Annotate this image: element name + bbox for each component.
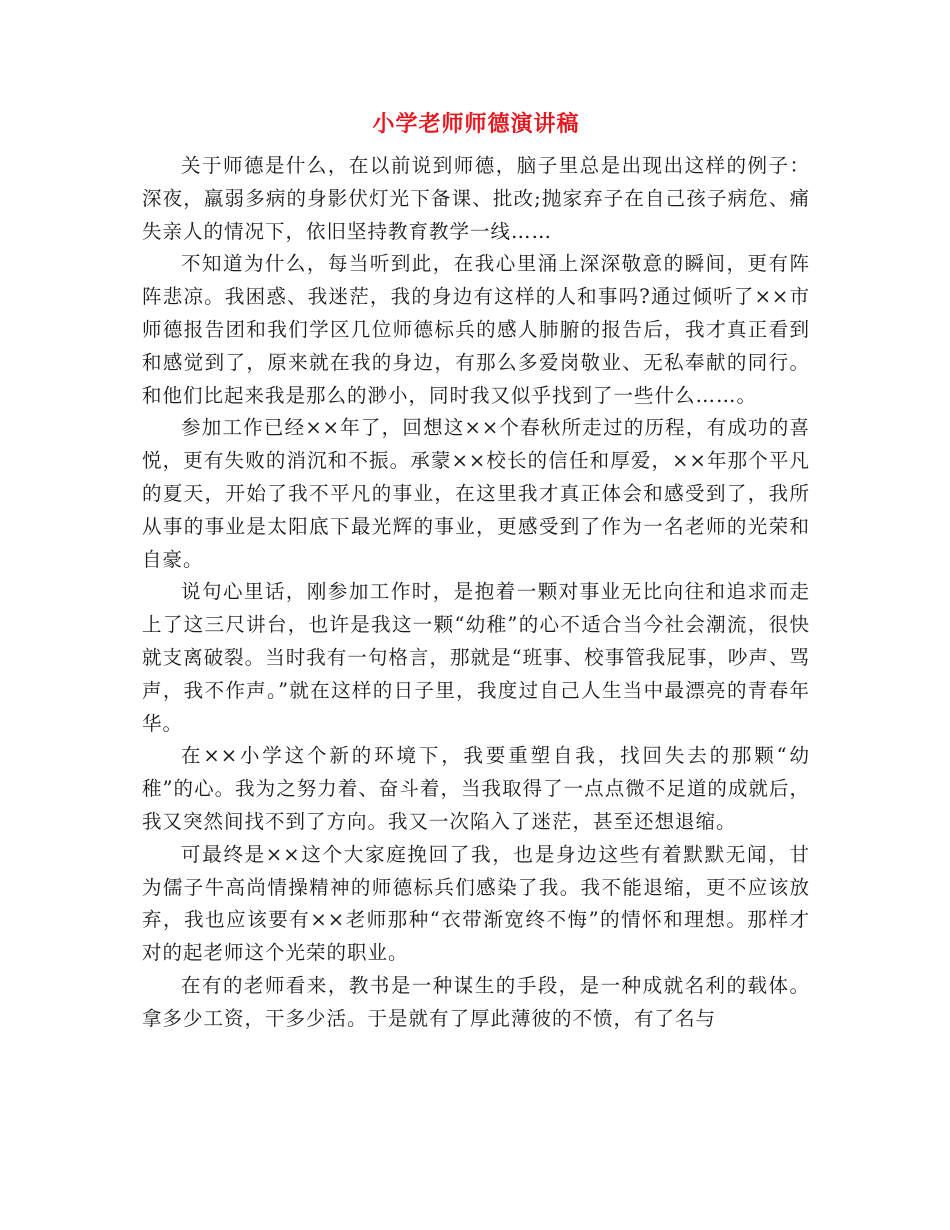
paragraph-1: 关于师德是什么，在以前说到师德，脑子里总是出现出这样的例子：深夜，羸弱多病的身影伏灯光下备课、批改;抛家弃子在自己孩子病危、痛失亲人的情况下，依旧坚持教育教学一线…… [142, 154, 810, 243]
paragraph-7: 在有的老师看来，教书是一种谋生的手段，是一种成就名利的载体。拿多少工资，干多少活。于是就有了厚此薄彼的不愤，有了名与 [142, 973, 810, 1030]
document-title: 小学老师师德演讲稿 [372, 111, 580, 137]
paragraph-6: 可最终是××这个大家庭挽回了我，也是身边这些有着默默无闻，甘为儒子牛高尚情操精神的师德标兵们感染了我。我不能退缩，更不应该放弃，我也应该要有××老师那种“衣带渐宽终不悔”的情怀和理想。那样才对的起老师这个光荣的职业。 [142, 842, 810, 965]
paragraph-2: 不知道为什么，每当听到此，在我心里涌上深深敬意的瞬间，更有阵阵悲凉。我困惑、我迷茫，我的身边有这样的人和事吗?通过倾听了××市师德报告团和我们学区几位师德标兵的感人肺腑的报告后，我才真正看到和感觉到了，原来就在我的身边，有那么多爱岗敬业、无私奉献的同行。和他们比起来我是那么的渺小，同时我又似乎找到了一些什么……。 [142, 252, 810, 407]
paragraph-5: 在××小学这个新的环境下，我要重塑自我，找回失去的那颗“幼稚”的心。我为之努力着、奋斗着，当我取得了一点点微不足道的成就后，我又突然间找不到了方向。我又一次陷入了迷茫，甚至还想退缩。 [142, 744, 810, 833]
document-page [142, 104, 810, 1036]
paragraph-4: 说句心里话，刚参加工作时，是抱着一颗对事业无比向往和追求而走上了这三尺讲台，也许是我这一颗“幼稚”的心不适合当今社会潮流，很快就支离破裂。当时我有一句格言，那就是“班事、校事管我屁事，吵声、骂声，我不作声。”就在这样的日子里，我度过自己人生当中最漂亮的青春年华。 [142, 580, 810, 735]
paragraph-3: 参加工作已经××年了，回想这××个春秋所走过的历程，有成功的喜悦，更有失败的消沉和不振。承蒙××校长的信任和厚爱，××年那个平凡的夏天，开始了我不平凡的事业，在这里我才真正体会和感受到了，我所从事的事业是太阳底下最光辉的事业，更感受到了作为一名老师的光荣和自豪。 [142, 416, 810, 571]
